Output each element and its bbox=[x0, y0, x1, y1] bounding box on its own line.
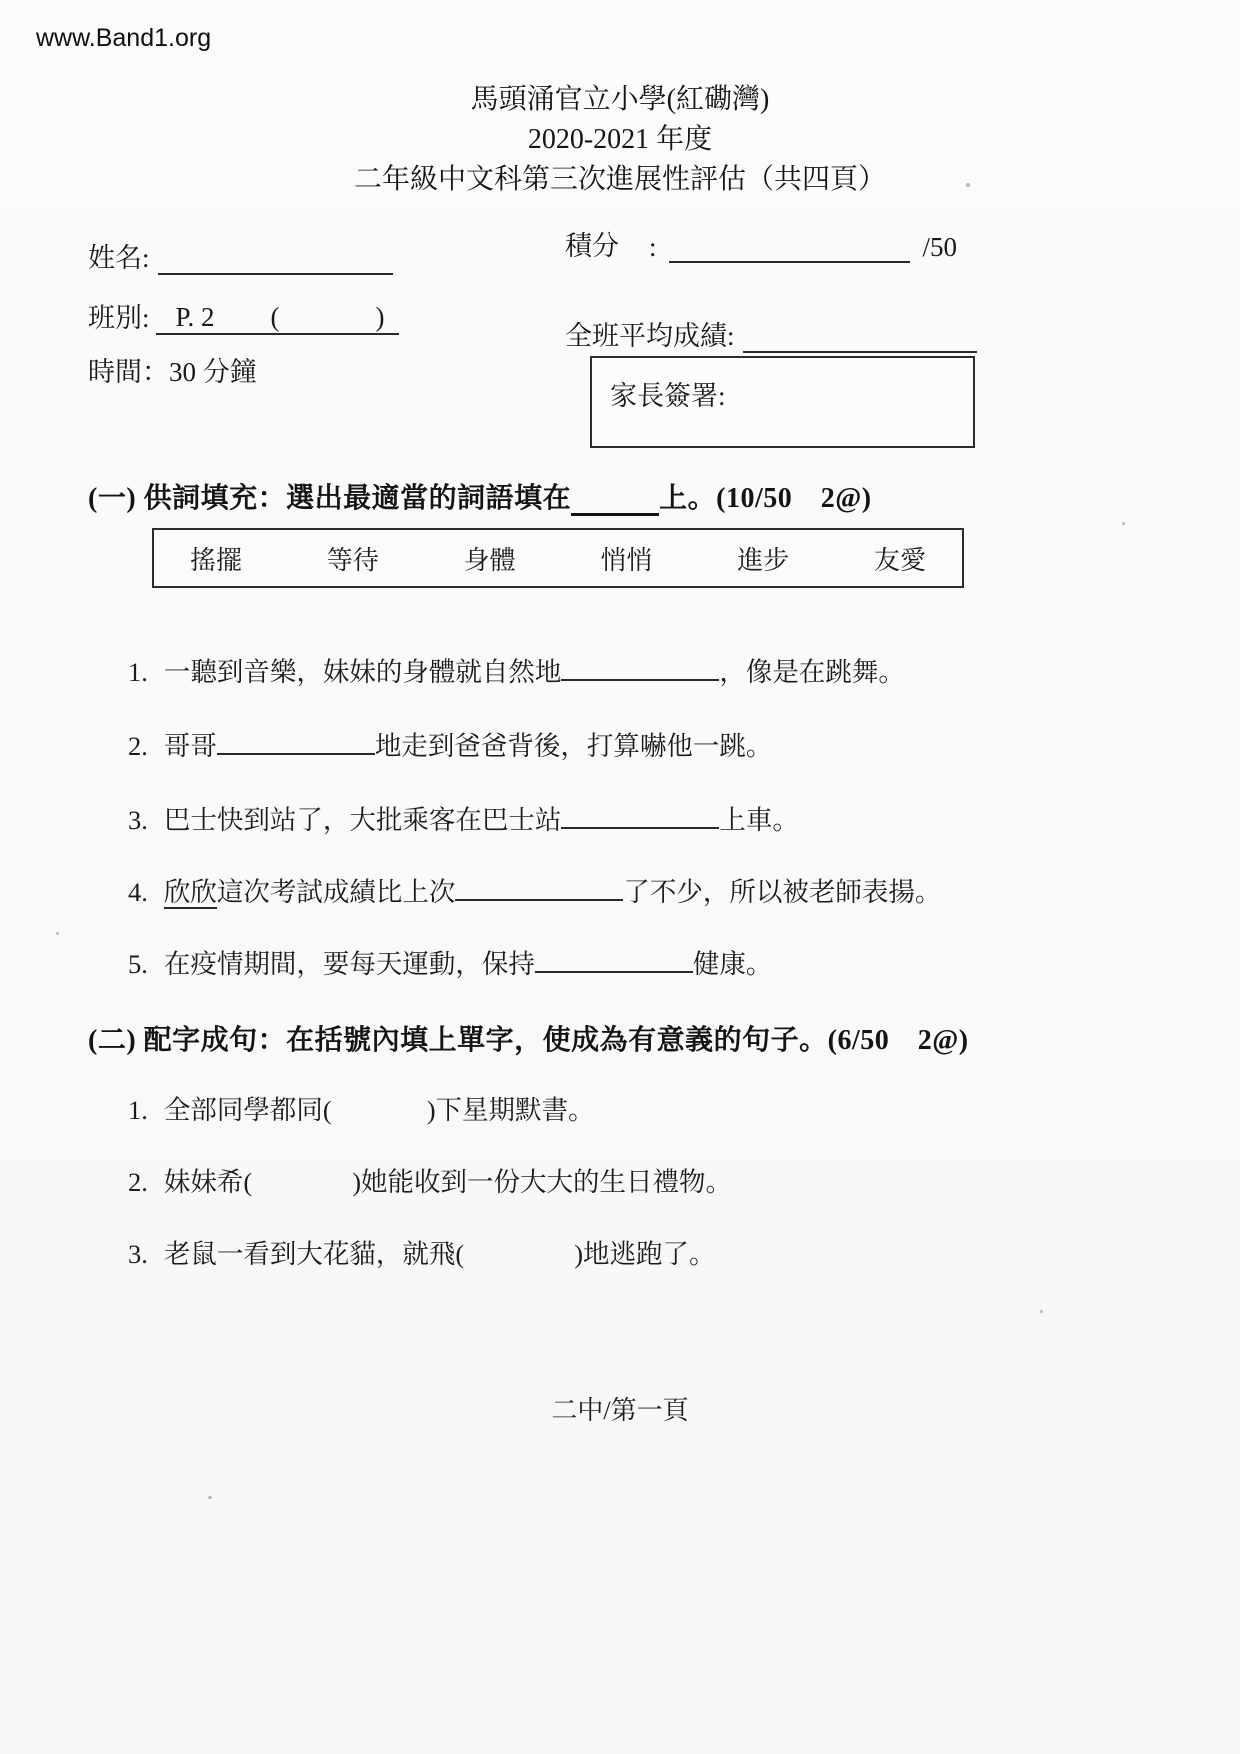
word-bank-item: 等待 bbox=[326, 545, 379, 575]
paper-header bbox=[0, 80, 1240, 200]
word-bank-item: 悄悄 bbox=[600, 545, 653, 575]
section2-heading bbox=[88, 1018, 969, 1058]
question-text-post: ，像是在跳舞。 bbox=[719, 657, 905, 687]
question-text-pre: 這次考試成績比上次 bbox=[216, 877, 456, 907]
word-bank-item: 搖擺 bbox=[190, 545, 243, 575]
score-label: 積分 bbox=[565, 231, 619, 261]
watermark-text: www.Band1.org bbox=[36, 24, 212, 52]
class-paren-close: ) bbox=[375, 302, 385, 332]
word-bank-item: 身體 bbox=[463, 545, 516, 575]
question-number: 3. bbox=[128, 1239, 148, 1269]
underlined-proper-noun: 欣欣 bbox=[163, 877, 217, 907]
score-blank bbox=[669, 229, 911, 263]
question-row bbox=[128, 798, 799, 837]
question-text-pre: 全部同學都同( bbox=[163, 1095, 332, 1125]
word-bank-item: 進步 bbox=[737, 545, 790, 575]
question-text-post: )地逃跑了。 bbox=[574, 1239, 716, 1269]
question-row bbox=[128, 724, 772, 763]
class-paren-open: ( bbox=[270, 302, 280, 332]
fill-blank bbox=[561, 651, 719, 681]
scan-speck bbox=[1040, 1310, 1043, 1313]
average-blank bbox=[743, 319, 977, 353]
section2-heading-text: (二) 配字成句：在括號內填上單字，使成為有意義的句子。(6/50 2@) bbox=[88, 1025, 969, 1056]
question-text-post: 地走到爸爸背後，打算嚇他一跳。 bbox=[374, 731, 773, 761]
parent-signature-box bbox=[590, 356, 975, 448]
word-bank bbox=[152, 528, 964, 588]
school-year: 2020-2021 年度 bbox=[527, 124, 713, 155]
name-row bbox=[88, 236, 393, 275]
section1-heading-blank bbox=[571, 482, 659, 516]
question-row bbox=[128, 1160, 732, 1199]
time-row bbox=[88, 350, 257, 389]
footer-page-label: 二中/第一頁 bbox=[551, 1396, 689, 1425]
average-score-row bbox=[565, 314, 977, 353]
class-value-underlined bbox=[156, 299, 399, 335]
question-number: 2. bbox=[128, 1167, 148, 1197]
school-name: 馬頭涌官立小學(紅磡灣) bbox=[470, 84, 770, 115]
question-number: 1. bbox=[128, 1095, 148, 1125]
paren-blank bbox=[464, 1233, 574, 1263]
question-text-post: )下星期默書。 bbox=[426, 1095, 595, 1125]
parent-signature-label: 家長簽署: bbox=[610, 381, 726, 411]
name-label: 姓名: bbox=[88, 243, 150, 273]
section1-heading-post: 上。(10/50 2@) bbox=[659, 483, 872, 514]
fill-blank bbox=[455, 871, 623, 901]
section1-heading bbox=[88, 476, 872, 516]
question-row bbox=[128, 942, 772, 981]
word-bank-item: 友愛 bbox=[873, 545, 926, 575]
paren-blank bbox=[252, 1161, 352, 1191]
question-text-post: 上車。 bbox=[719, 805, 799, 835]
class-label: 班別: bbox=[88, 303, 150, 333]
question-number: 3. bbox=[128, 805, 148, 835]
question-text-post: 健康。 bbox=[692, 949, 773, 979]
exam-title: 二年級中文科第三次進展性評估（共四頁） bbox=[353, 164, 886, 195]
score-denominator: /50 bbox=[922, 232, 957, 262]
question-text-pre: 在疫情期間，要每天運動，保持 bbox=[163, 949, 535, 979]
question-text-pre: 哥哥 bbox=[163, 731, 217, 761]
scan-speck bbox=[1122, 522, 1125, 525]
score-colon: : bbox=[649, 232, 657, 262]
question-row bbox=[128, 650, 905, 689]
fill-blank bbox=[535, 943, 693, 973]
question-text-pre: 一聽到音樂，妹妹的身體就自然地 bbox=[163, 657, 562, 687]
name-blank bbox=[158, 241, 393, 275]
scan-speck bbox=[56, 932, 59, 935]
question-number: 5. bbox=[128, 949, 148, 979]
section1-heading-pre: (一) 供詞填充：選出最適當的詞語填在 bbox=[88, 483, 572, 514]
scan-speck bbox=[208, 1496, 212, 1499]
question-row bbox=[128, 870, 941, 909]
time-label: 時間：30 分鐘 bbox=[88, 357, 257, 387]
question-number: 2. bbox=[128, 731, 148, 761]
question-row bbox=[128, 1088, 595, 1127]
question-number: 4. bbox=[128, 877, 148, 907]
fill-blank bbox=[561, 799, 719, 829]
class-row bbox=[88, 296, 399, 335]
class-value: P. 2 bbox=[175, 302, 215, 332]
question-text-post: )她能收到一份大大的生日禮物。 bbox=[352, 1167, 733, 1197]
paren-blank bbox=[332, 1089, 427, 1119]
question-text-post: 了不少，所以被老師表揚。 bbox=[623, 877, 942, 907]
fill-blank bbox=[217, 725, 375, 755]
score-row bbox=[565, 224, 957, 263]
question-text-pre: 巴士快到站了，大批乘客在巴士站 bbox=[163, 805, 562, 835]
question-text-pre: 老鼠一看到大花貓，就飛( bbox=[163, 1239, 465, 1269]
question-text-pre: 妹妹希( bbox=[163, 1167, 253, 1197]
question-number: 1. bbox=[128, 657, 148, 687]
average-label: 全班平均成績: bbox=[565, 321, 735, 351]
question-row bbox=[128, 1232, 716, 1271]
scan-speck bbox=[966, 183, 970, 187]
